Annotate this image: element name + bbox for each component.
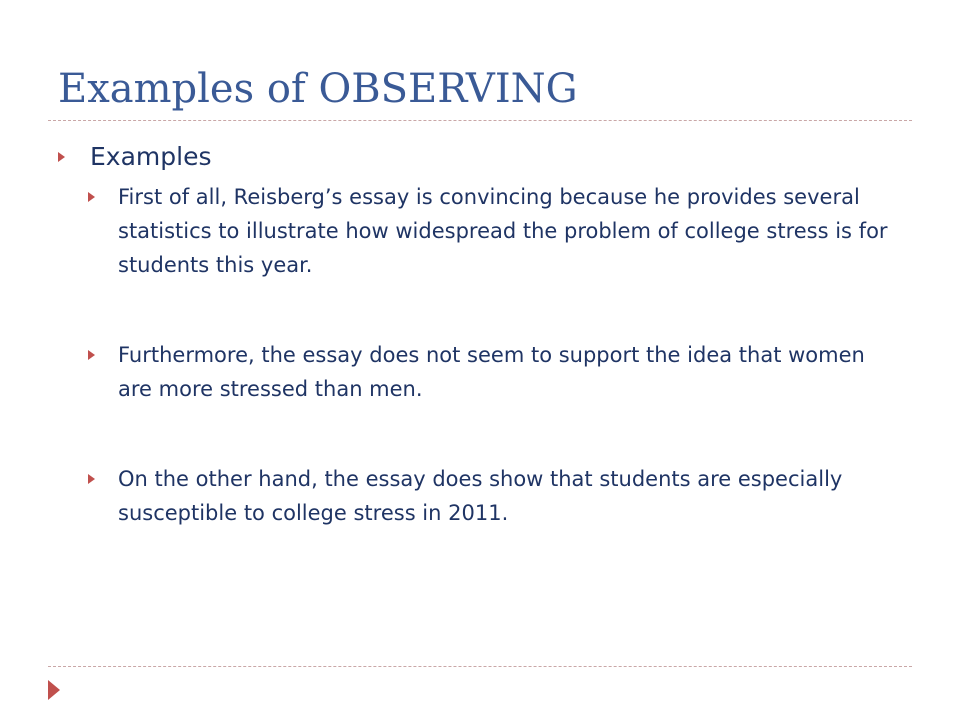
bullet-level2-item <box>88 462 898 530</box>
slide-content <box>58 140 918 530</box>
bullet-level2-text: On the other hand, the essay does show that students are especially susceptible to college stress in 2011. <box>118 467 843 525</box>
title-divider <box>48 120 912 121</box>
bullet-level2-item <box>88 180 898 282</box>
bullet-triangle-icon <box>88 474 95 484</box>
corner-triangle-icon <box>48 680 60 700</box>
footer-divider <box>48 666 912 667</box>
slide-title: Examples of OBSERVING <box>58 66 578 112</box>
bullet-level2-text: First of all, Reisberg’s essay is convincing because he provides several statistics to illustrate how widespread the problem of college stress is for students this year. <box>118 185 888 277</box>
bullet-triangle-icon <box>58 152 65 162</box>
bullet-level1-text: Examples <box>90 142 212 171</box>
bullet-level1 <box>58 140 918 174</box>
bullet-triangle-icon <box>88 350 95 360</box>
bullet-level2-text: Furthermore, the essay does not seem to support the idea that women are more stressed than men. <box>118 343 865 401</box>
bullet-level2-item <box>88 338 898 406</box>
bullet-triangle-icon <box>88 192 95 202</box>
